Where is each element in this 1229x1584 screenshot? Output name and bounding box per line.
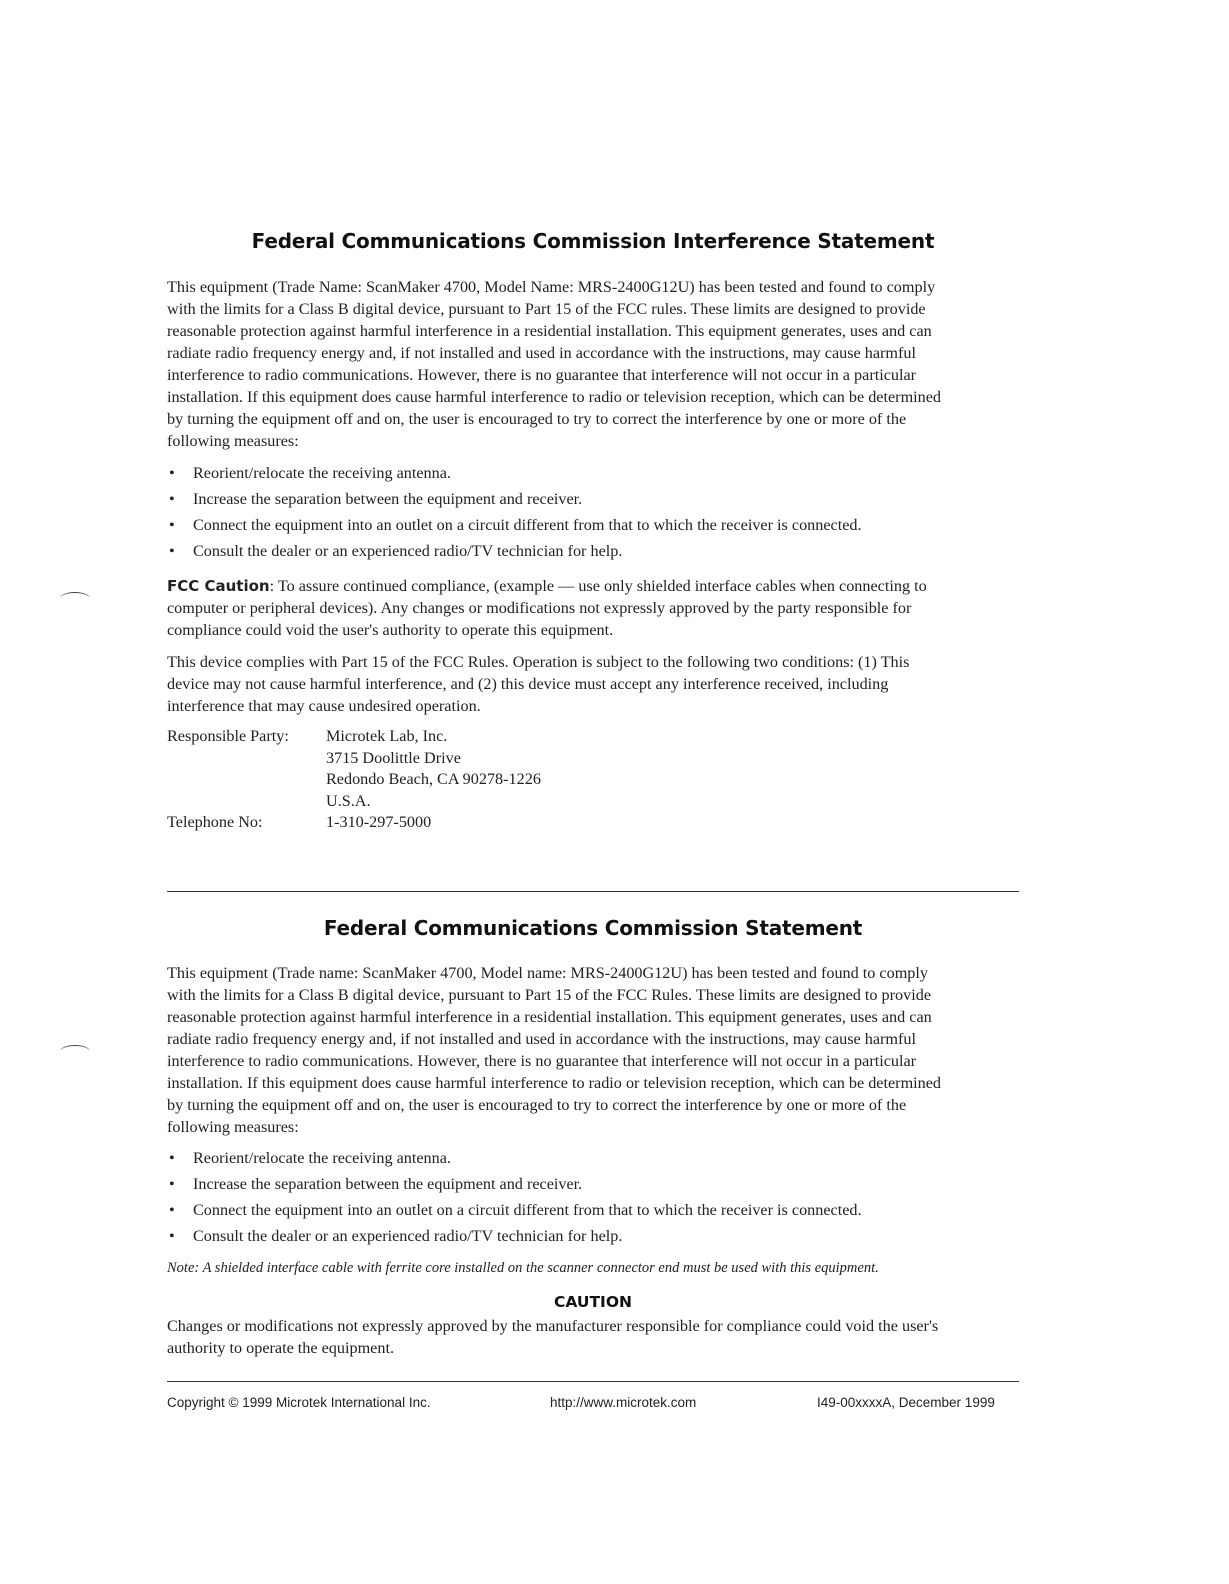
text-line: radiate radio frequency energy and, if not installed and used in accordance with the instructions, may cause harmful <box>167 1030 917 1048</box>
text-line: installation. If this equipment does cause harmful interference to radio or television reception, which can be determined <box>167 1074 942 1092</box>
address-line: U.S.A. <box>326 791 371 810</box>
text-line: FCC Caution: To assure continued compliance, (example — use only shielded interface cables when connecting to <box>167 577 927 595</box>
footer-copyright: Copyright © 1999 Microtek International Inc. <box>167 1395 431 1410</box>
text-line: compliance could void the user's authority to operate this equipment. <box>167 621 614 639</box>
text-line: device may not cause harmful interference, and (2) this device must accept any interference received, including <box>167 675 889 693</box>
text-line: installation. If this equipment does cause harmful interference to radio or television reception, which can be determined <box>167 388 942 406</box>
text-line: interference to radio communications. However, there is no guarantee that interference will not occur in a particular <box>167 1052 917 1070</box>
footer-doc-id: I49-00xxxxA, December 1999 <box>817 1395 995 1410</box>
text-line: reasonable protection against harmful interference in a residential installation. This equipment generates, uses and can <box>167 1008 932 1026</box>
text-line: This equipment (Trade name: ScanMaker 4700, Model name: MRS-2400G12U) has been tested and found to comply <box>167 964 928 982</box>
section1-bullet-list <box>167 462 1019 566</box>
section2-bullet-list <box>167 1147 1019 1251</box>
responsible-party-label: Responsible Party: <box>167 727 289 745</box>
bullet-icon: • <box>169 1149 175 1167</box>
list-item: • Increase the separation between the equipment and receiver. <box>169 1175 583 1193</box>
text-line: by turning the equipment off and on, the user is encouraged to try to correct the interference by one or more of the <box>167 1096 907 1114</box>
footer-divider <box>167 1381 1019 1382</box>
telephone-value: 1-310-297-5000 <box>326 813 432 831</box>
text-line: following measures: <box>167 432 299 450</box>
address-line: Redondo Beach, CA 90278-1226 <box>326 770 541 788</box>
device-compliance-paragraph <box>167 651 1019 717</box>
bullet-icon: • <box>169 1201 175 1219</box>
address-line: Microtek Lab, Inc. <box>326 727 448 745</box>
list-item: • Connect the equipment into an outlet on a circuit different from that to which the receiver is connected. <box>169 516 862 534</box>
bullet-icon: • <box>169 490 175 508</box>
responsible-party-block <box>167 726 1019 836</box>
bullet-icon: • <box>169 1175 175 1193</box>
fcc-caution-paragraph <box>167 575 1019 641</box>
margin-mark-top <box>60 592 90 605</box>
section2-title: Federal Communications Commission Statement <box>323 916 863 940</box>
text-line: reasonable protection against harmful interference in a residential installation. This equipment generates, uses and can <box>167 322 932 340</box>
text-line: This device complies with Part 15 of the FCC Rules. Operation is subject to the following two conditions: (1) This <box>167 653 910 671</box>
bullet-icon: • <box>169 1227 175 1245</box>
text-line: radiate radio frequency energy and, if not installed and used in accordance with the instructions, may cause harmful <box>167 344 917 362</box>
address-line: 3715 Doolittle Drive <box>326 748 461 767</box>
text-line: with the limits for a Class B digital device, pursuant to Part 15 of the FCC Rules. These limits are designed to provide <box>167 986 932 1004</box>
text-line: by turning the equipment off and on, the user is encouraged to try to correct the interference by one or more of the <box>167 410 907 428</box>
bullet-icon: • <box>169 464 175 482</box>
list-item: • Reorient/relocate the receiving antenna. <box>169 1149 451 1167</box>
text-line: computer or peripheral devices). Any changes or modifications not expressly approved by the party responsible for <box>167 599 912 617</box>
bullet-icon: • <box>169 516 175 534</box>
list-item: • Consult the dealer or an experienced radio/TV technician for help. <box>169 542 623 560</box>
margin-mark-bottom <box>60 1045 90 1058</box>
caution-paragraph <box>167 1315 1019 1359</box>
caution-title: CAUTION <box>554 1293 632 1311</box>
section2-intro <box>167 962 1019 1138</box>
text-line: with the limits for a Class B digital device, pursuant to Part 15 of the FCC rules. These limits are designed to provide <box>167 300 926 318</box>
fcc-caution-label: FCC Caution <box>167 577 270 595</box>
list-item: • Increase the separation between the equipment and receiver. <box>169 490 583 508</box>
text-line: following measures: <box>167 1118 299 1136</box>
telephone-label: Telephone No: <box>167 813 263 831</box>
section-divider <box>167 891 1019 892</box>
footer-url: http://www.microtek.com <box>550 1395 697 1410</box>
text-line: Changes or modifications not expressly approved by the manufacturer responsible for compliance could void the user's <box>167 1317 939 1335</box>
list-item: • Consult the dealer or an experienced radio/TV technician for help. <box>169 1227 623 1245</box>
text-line: interference that may cause undesired operation. <box>167 697 481 715</box>
ferrite-note: Note: A shielded interface cable with ferrite core installed on the scanner connector end must be used with this equipment. <box>167 1260 879 1276</box>
section1-title: Federal Communications Commission Interference Statement <box>251 229 935 253</box>
text-line: This equipment (Trade Name: ScanMaker 4700, Model Name: MRS-2400G12U) has been tested and found to comply <box>167 278 936 296</box>
text-line: authority to operate the equipment. <box>167 1339 395 1357</box>
list-item: • Connect the equipment into an outlet on a circuit different from that to which the receiver is connected. <box>169 1201 862 1219</box>
text-line: interference to radio communications. However, there is no guarantee that interference will not occur in a particular <box>167 366 917 384</box>
list-item: • Reorient/relocate the receiving antenna. <box>169 464 451 482</box>
section1-intro <box>167 276 1019 452</box>
bullet-icon: • <box>169 542 175 560</box>
